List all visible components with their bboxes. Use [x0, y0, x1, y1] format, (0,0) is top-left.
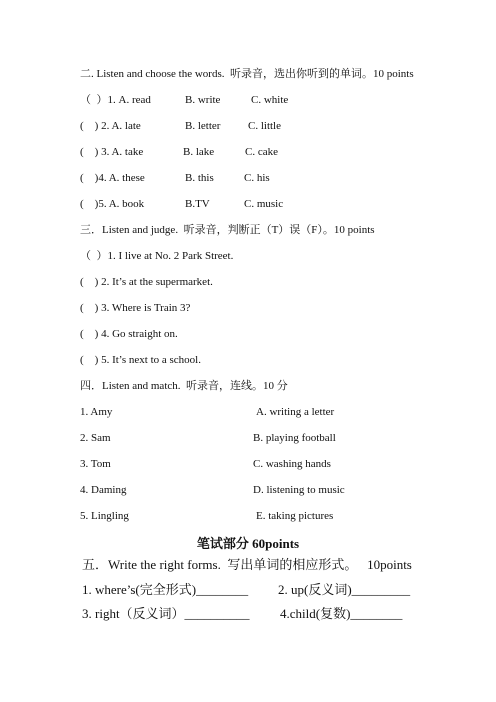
section-4-heading: 四．Listen and match. 听录音，连线。10 分	[80, 380, 288, 392]
section-5-q3: 3. right（反义词）__________	[82, 606, 250, 621]
match-left: 3. Tom	[80, 458, 111, 470]
match-right: D. listening to music	[253, 484, 345, 496]
section-2-heading: 二. Listen and choose the words. 听录音，选出你听到的单词。10 points	[80, 68, 414, 80]
question-number: ( )4. A. these	[80, 172, 145, 184]
section-5-q2: 2. up(反义词)_________	[278, 582, 411, 597]
match-left: 4. Daming	[80, 484, 127, 496]
section-5-q4: 4.child(复数)________	[280, 606, 403, 621]
option-c: C. little	[248, 120, 281, 132]
option-b: B. lake	[183, 146, 215, 158]
section-3-item-3: ( ) 3. Where is Train 3?	[80, 302, 191, 314]
match-right: C. washing hands	[253, 458, 331, 470]
match-left: 2. Sam	[80, 432, 111, 444]
option-c: C. cake	[245, 146, 278, 158]
section-3-item-5: ( ) 5. It’s next to a school.	[80, 354, 201, 366]
option-b: B. this	[185, 172, 214, 184]
section-5-heading: 五．Write the right forms. 写出单词的相应形式。 10points	[82, 557, 412, 572]
option-c: C. music	[244, 198, 284, 210]
match-right: E. taking pictures	[256, 510, 334, 522]
option-c: C. white	[251, 94, 289, 106]
option-c: C. his	[244, 172, 270, 184]
section-3-item-4: ( ) 4. Go straight on.	[80, 328, 178, 340]
question-number: （ ）1. A. read	[80, 94, 151, 106]
written-part-title: 笔试部分 60points	[196, 536, 300, 551]
section-5-q1: 1. where’s(完全形式)________	[82, 582, 249, 597]
section-3-item-1: （ ）1. I live at No. 2 Park Street.	[80, 250, 234, 262]
question-number: ( ) 2. A. late	[80, 120, 141, 132]
match-right: B. playing football	[253, 432, 336, 444]
match-left: 1. Amy	[80, 406, 113, 418]
option-b: B. letter	[185, 120, 221, 132]
section-3-heading: 三．Listen and judge. 听录音，判断正（T）误（F）。10 points	[80, 224, 375, 236]
question-number: ( )5. A. book	[80, 198, 145, 210]
option-b: B. write	[185, 94, 221, 106]
option-b: B.TV	[185, 198, 210, 210]
match-left: 5. Lingling	[80, 510, 129, 522]
question-number: ( ) 3. A. take	[80, 146, 144, 158]
section-3-item-2: ( ) 2. It’s at the supermarket.	[80, 276, 213, 288]
match-right: A. writing a letter	[256, 406, 335, 418]
